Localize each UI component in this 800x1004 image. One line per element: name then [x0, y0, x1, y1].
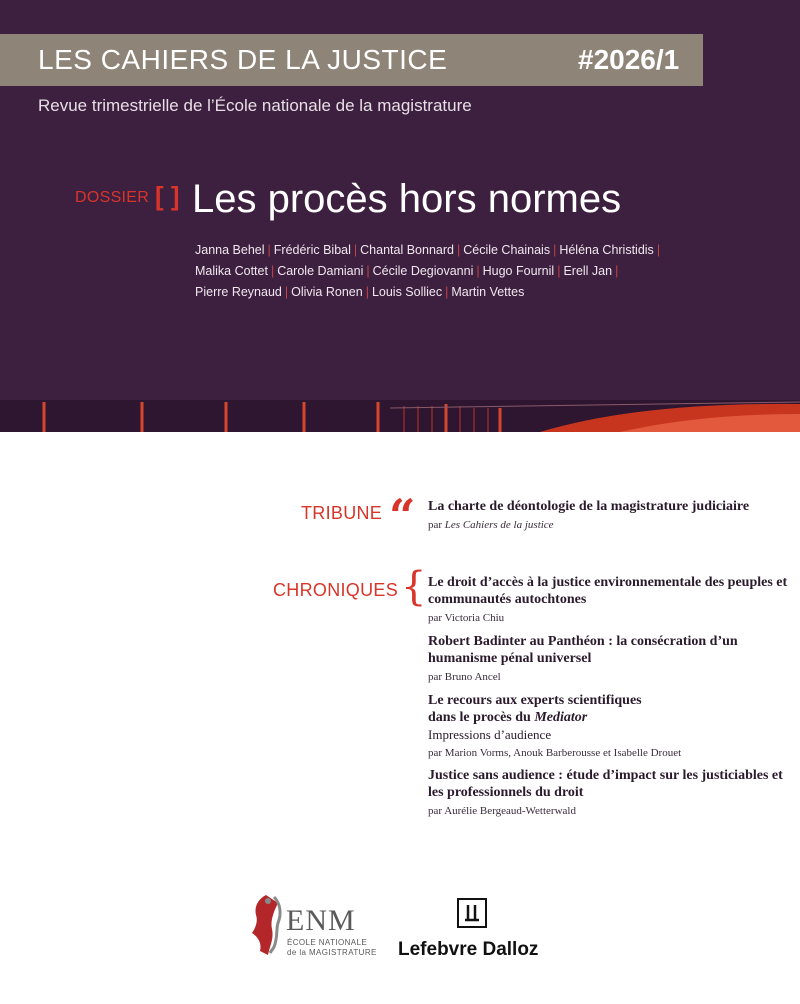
quote-mark-icon: “	[389, 489, 416, 543]
author: Pierre Reynaud	[195, 285, 282, 299]
article-author-name: Les Cahiers de la justice	[444, 519, 554, 531]
article-title: La charte de déontologie de la magistrature judiciaire	[428, 499, 750, 514]
author: Janna Behel	[195, 243, 265, 257]
chroniques-label: CHRONIQUES	[273, 580, 399, 600]
enm-logo-text: ENM	[286, 904, 356, 937]
journal-title: LES CAHIERS DE LA JUSTICE	[38, 44, 448, 75]
author: Hugo Fournil	[482, 264, 555, 278]
chronique-article[interactable]	[428, 574, 788, 626]
author-separator: |	[656, 243, 661, 257]
tribune-article[interactable]	[428, 498, 788, 533]
author-separator: |	[557, 264, 561, 278]
article-title-line2: dans le procès du	[428, 710, 531, 725]
dossier-title: Les procès hors normes	[192, 177, 622, 221]
author-separator: |	[445, 285, 449, 299]
article-title: Le droit d’accès à la justice environnementale des peuples et communautés autochtones	[428, 575, 788, 607]
author-line	[195, 261, 675, 282]
author: Carole Damiani	[277, 264, 364, 278]
chronique-article[interactable]	[428, 767, 788, 819]
author-separator: |	[284, 285, 289, 299]
chronique-article[interactable]	[428, 633, 788, 685]
author-separator: |	[476, 264, 480, 278]
author-separator: |	[267, 243, 271, 257]
cover-top-band	[0, 0, 800, 432]
author-separator: |	[365, 285, 369, 299]
author-separator: |	[353, 243, 358, 257]
article-author: par Bruno Ancel	[428, 671, 501, 683]
issue-number: #2026/1	[578, 44, 680, 75]
brace-mark-icon: {	[401, 564, 427, 610]
author: Martin Vettes	[451, 285, 525, 299]
enm-logo-subtitle: de la MAGISTRATURE	[287, 948, 377, 957]
dossier-label: DOSSIER	[75, 189, 150, 206]
tribune-label: TRIBUNE	[301, 503, 383, 523]
dossier-bracket-mark: [ ]	[155, 181, 180, 211]
author: Chantal Bonnard	[360, 243, 454, 257]
journal-subtitle: Revue trimestrielle de l’École nationale de la magistrature	[38, 96, 472, 115]
author-line	[195, 240, 675, 261]
article-author	[428, 517, 788, 533]
author: Frédéric Bibal	[273, 243, 351, 257]
author: Cécile Chainais	[463, 243, 551, 257]
author: Malika Cottet	[195, 264, 268, 278]
article-author: par Victoria Chiu	[428, 612, 505, 624]
architectural-decoration	[0, 400, 800, 432]
article-author: par Aurélie Bergeaud-Wetterwald	[428, 805, 576, 817]
article-title	[428, 692, 788, 726]
article-title-line1: Le recours aux experts scientifiques	[428, 693, 642, 708]
enm-logo-subtitle: ÉCOLE NATIONALE	[287, 938, 368, 947]
author-separator: |	[366, 264, 370, 278]
lefebvre-dalloz-logo-icon	[457, 898, 487, 928]
lefebvre-dalloz-name: Lefebvre Dalloz	[398, 939, 539, 960]
author-separator: |	[456, 243, 461, 257]
article-author: par Marion Vorms, Anouk Barberousse et Isabelle Drouet	[428, 747, 682, 759]
article-title-italic: Mediator	[534, 710, 588, 725]
author: Erell Jan	[563, 264, 613, 278]
article-author-prefix: par	[428, 519, 443, 531]
chronique-article[interactable]	[428, 692, 788, 761]
author: Olivia Ronen	[291, 285, 363, 299]
article-title: Robert Badinter au Panthéon : la consécration d’un humanisme pénal universel	[428, 634, 738, 666]
author-separator: |	[270, 264, 275, 278]
author: Louis Solliec	[371, 285, 443, 299]
dossier-authors	[195, 240, 675, 303]
author-separator: |	[553, 243, 557, 257]
author-line	[195, 282, 675, 303]
author: Cécile Degiovanni	[372, 264, 474, 278]
article-title: Justice sans audience : étude d’impact sur les justiciables et les professionnels du droit	[428, 768, 783, 800]
author-separator: |	[615, 264, 619, 278]
author: Héléna Christidis	[559, 243, 654, 257]
article-subtitle: Impressions d’audience	[428, 727, 552, 742]
